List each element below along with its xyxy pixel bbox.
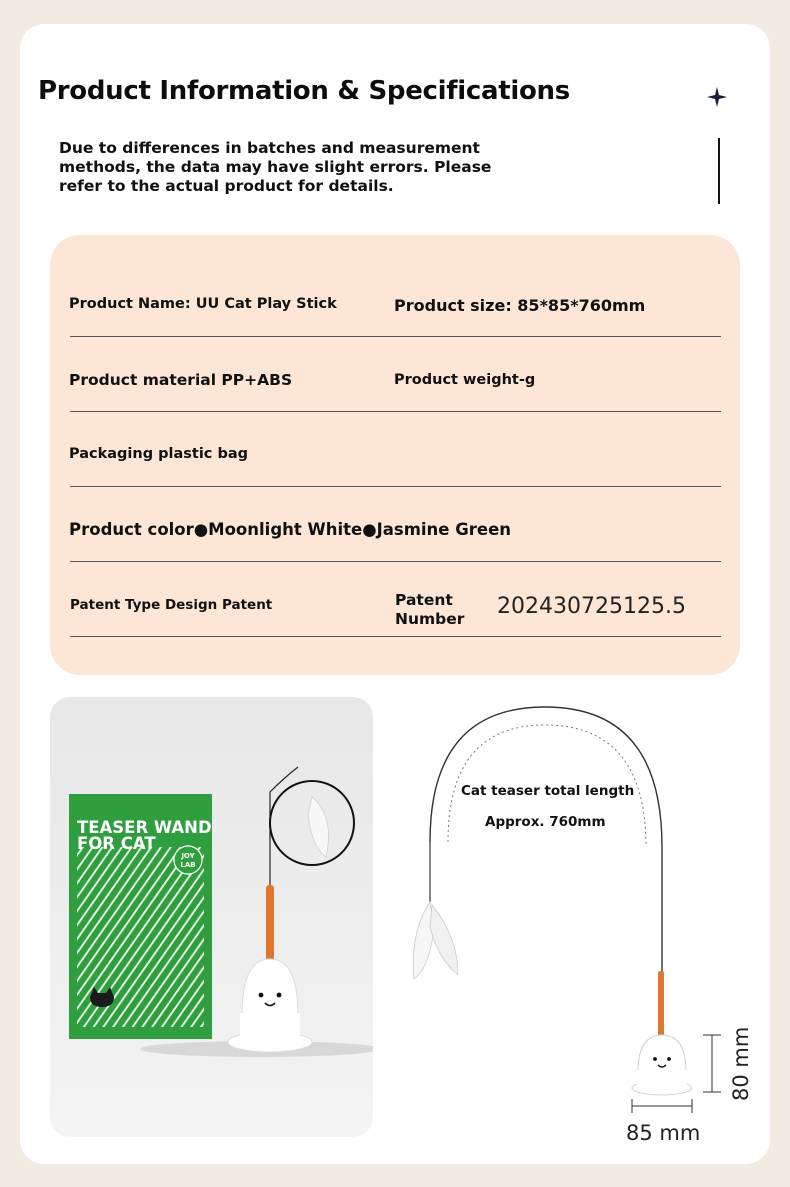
product-photo bbox=[50, 697, 373, 1137]
width-label: 85 mm bbox=[626, 1121, 701, 1145]
patent-label-line1: Patent bbox=[395, 591, 453, 609]
wand-rod bbox=[266, 885, 274, 963]
patent-label-line2: Number bbox=[395, 610, 465, 628]
base-body bbox=[240, 1013, 300, 1041]
specifications-panel bbox=[50, 235, 740, 675]
package-title-line2: FOR CAT bbox=[77, 834, 156, 853]
spec-product-size: Product size: 85*85*760mm bbox=[394, 296, 646, 315]
spec-packaging: Packaging plastic bag bbox=[69, 446, 248, 462]
dimension-diagram bbox=[400, 697, 770, 1167]
package-brand-line2: LAB bbox=[180, 861, 196, 869]
feather-2 bbox=[430, 905, 458, 975]
length-label: Cat teaser total length bbox=[461, 783, 635, 799]
wand-wire bbox=[270, 767, 298, 947]
package-title-line1: TEASER WAND bbox=[77, 818, 212, 837]
row-divider bbox=[70, 411, 721, 412]
disclaimer-note: Due to differences in batches and measurement methods, the data may have slight errors. Please refer to the actual product for details. bbox=[59, 139, 492, 195]
ghost-eye-right bbox=[667, 1057, 671, 1061]
row-divider bbox=[70, 636, 721, 637]
feather bbox=[308, 797, 329, 857]
spec-patent-type: Patent Type Design Patent bbox=[70, 597, 273, 613]
product-photo-illustration bbox=[50, 697, 373, 1137]
page-title: Product Information & Specifications bbox=[38, 76, 570, 106]
spec-weight: Product weight-g bbox=[394, 372, 536, 388]
ghost-eye-left bbox=[259, 993, 264, 998]
spec-patent-number: 202430725125.5 bbox=[497, 594, 686, 619]
height-dimension bbox=[703, 1035, 721, 1092]
sparkle-icon bbox=[706, 86, 728, 108]
spec-material: Product material PP+ABS bbox=[69, 371, 293, 389]
height-label: 80 mm bbox=[729, 1026, 753, 1101]
ghost-eye-left bbox=[653, 1057, 657, 1061]
package-brand-line1: JOY bbox=[181, 852, 195, 860]
wand-wire-arc bbox=[430, 707, 662, 1037]
row-divider bbox=[70, 561, 721, 562]
spec-patent-number-label bbox=[395, 591, 464, 629]
base-body bbox=[637, 1070, 687, 1088]
length-value: Approx. 760mm bbox=[485, 814, 606, 830]
spec-color: Product color●Moonlight White●Jasmine Green bbox=[69, 520, 512, 539]
wand-rod bbox=[658, 971, 664, 1043]
spec-product-name: Product Name: UU Cat Play Stick bbox=[69, 296, 337, 312]
width-dimension bbox=[632, 1099, 692, 1113]
ghost-eye-right bbox=[277, 993, 282, 998]
row-divider bbox=[70, 336, 721, 337]
ghost-base bbox=[242, 959, 298, 1015]
divider-line bbox=[718, 138, 720, 204]
row-divider bbox=[70, 486, 721, 487]
package-brand-badge bbox=[174, 846, 202, 874]
